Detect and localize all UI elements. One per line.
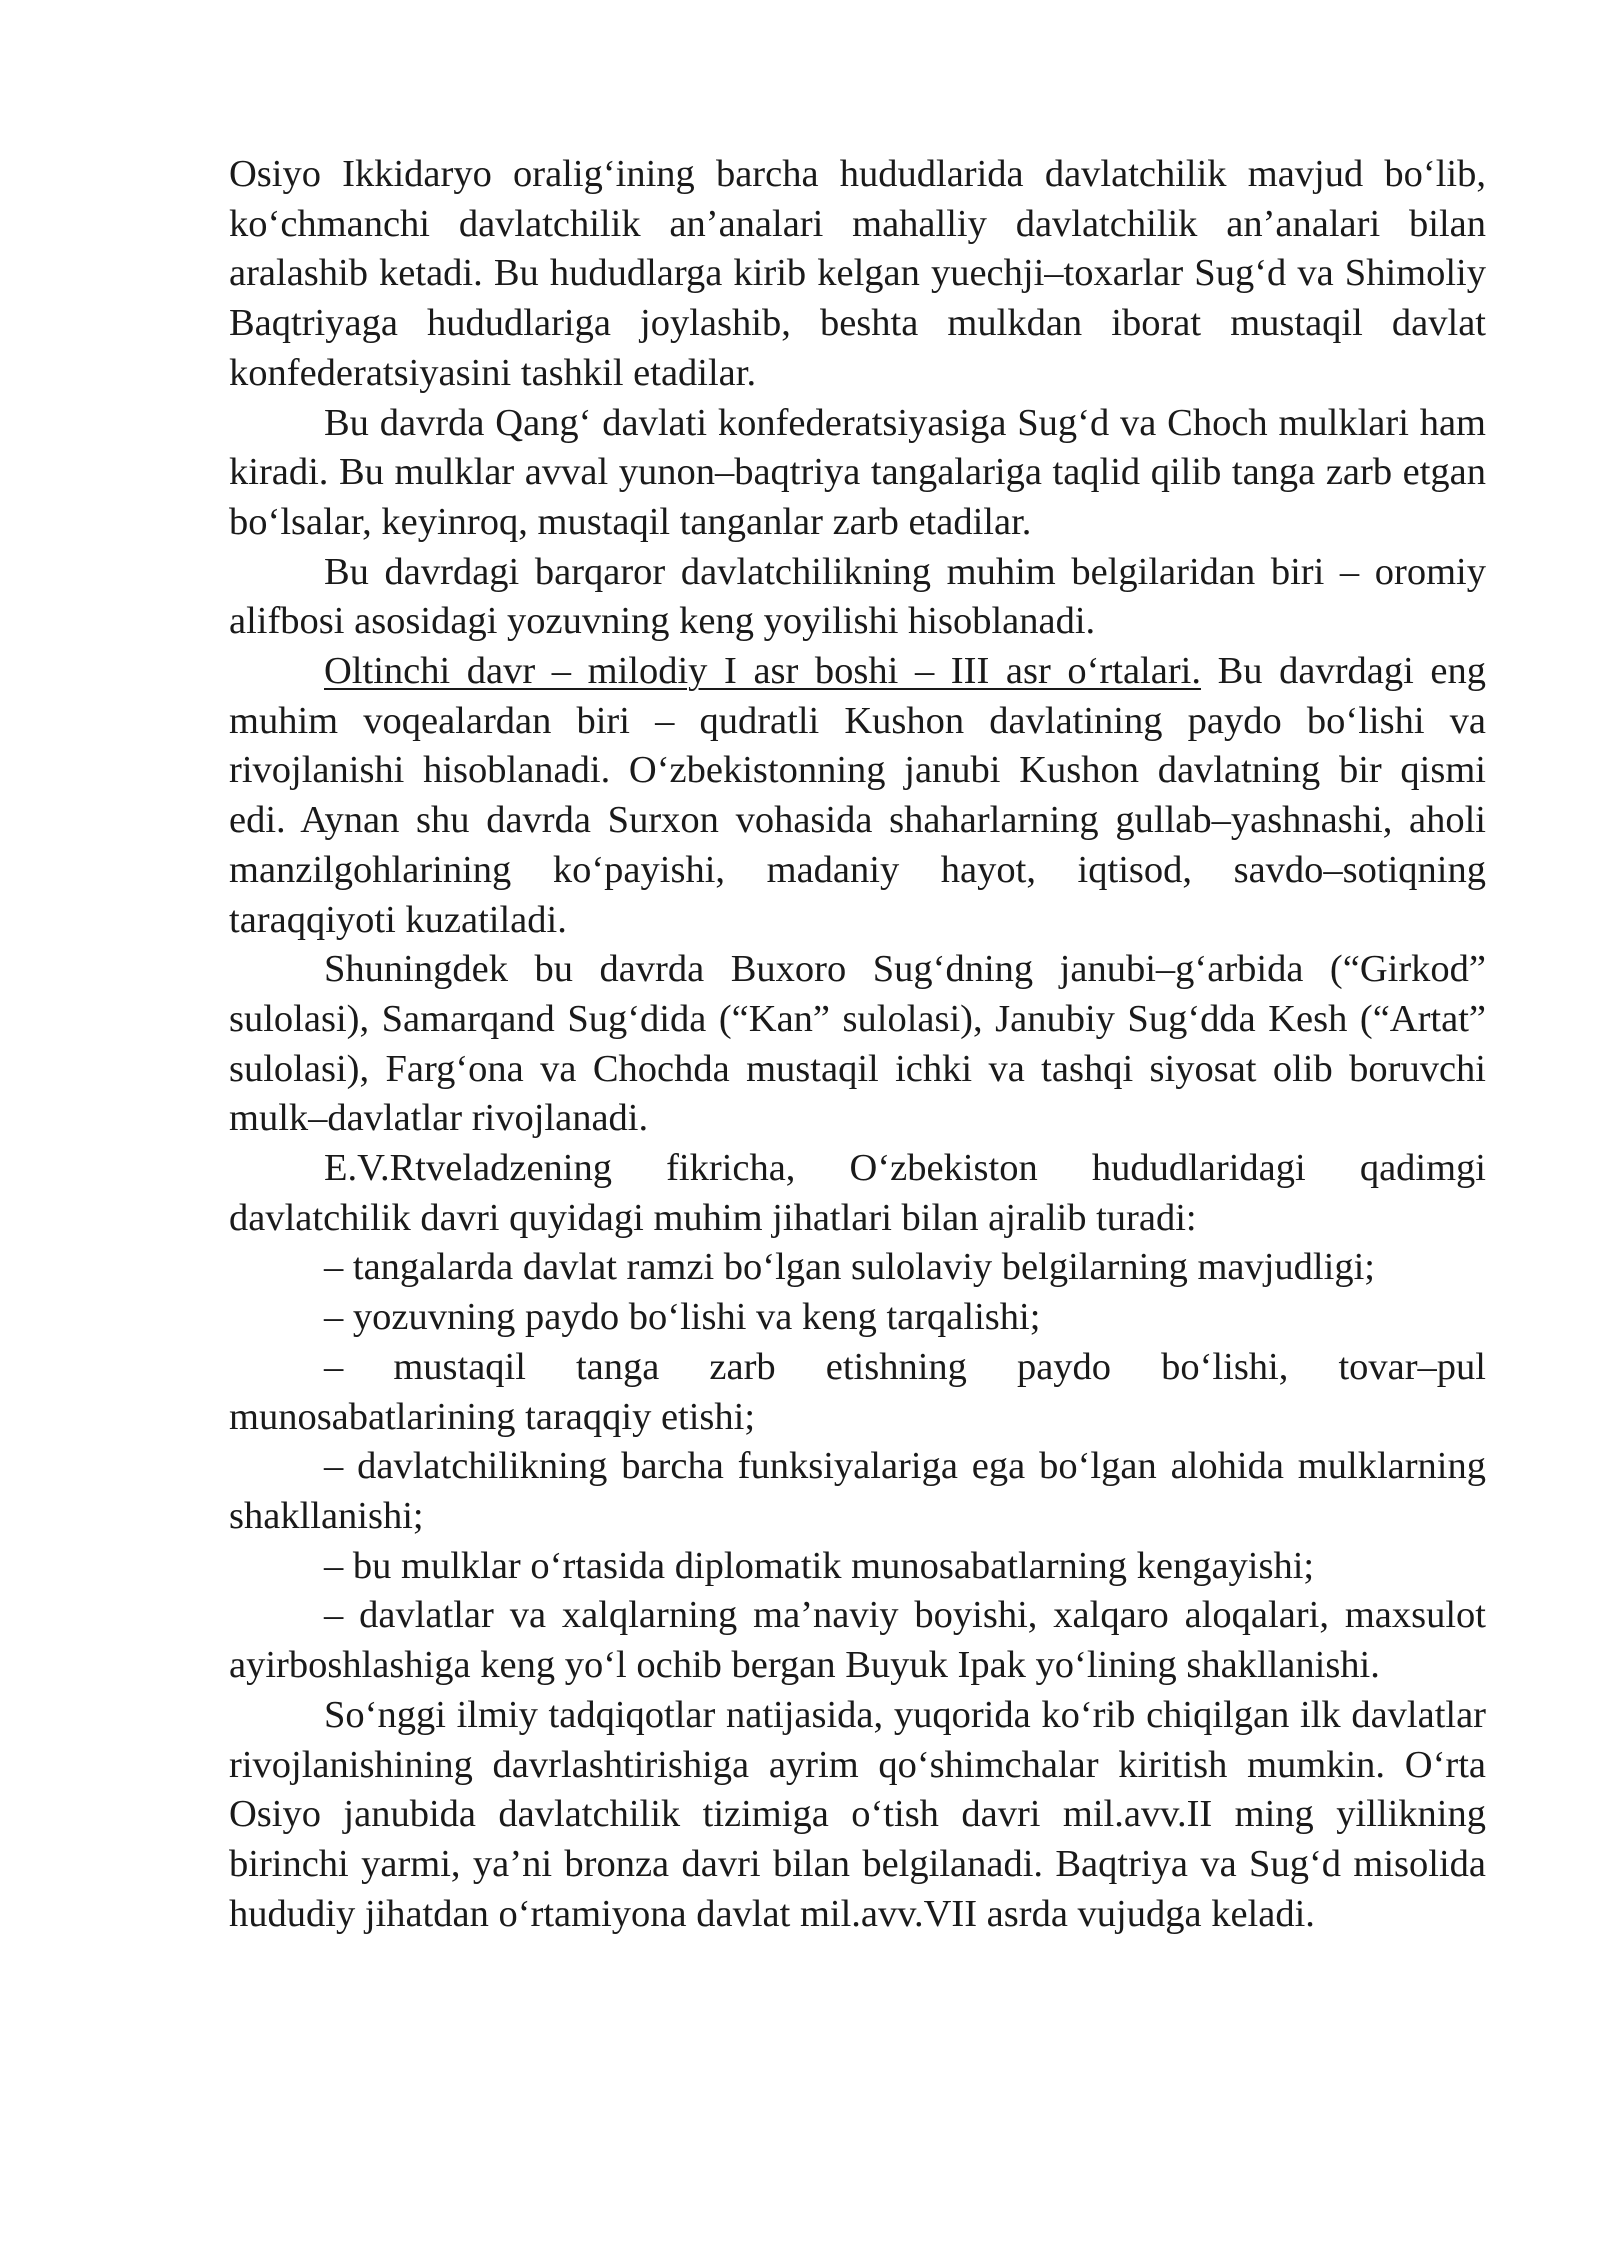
document-body	[229, 150, 1486, 1939]
paragraph-5	[229, 945, 1486, 1144]
paragraph-text: Bu davrda Qang‘ davlati konfederatsiyasiga Sug‘d va Choch mulklari ham kiradi. Bu mulklar avval yunon–baqtriya tangalariga taqlid qilib tanga zarb etgan bo‘lsalar, keyinroq, mustaqil tanganlar zarb etadilar.	[229, 401, 1486, 543]
paragraph-text: E.V.Rtveladzening fikricha, O‘zbekiston hududlaridagi qadimgi davlatchilik davri quyidagi muhim jihatlari bilan ajralib turadi:	[229, 1147, 1486, 1239]
list-item-2	[229, 1293, 1486, 1343]
paragraph-7	[229, 1691, 1486, 1940]
list-item-4	[229, 1442, 1486, 1541]
paragraph-6	[229, 1144, 1486, 1243]
paragraph-text: Osiyo Ikkidaryo oralig‘ining barcha hududlarida davlatchilik mavjud bo‘lib, ko‘chmanchi davlatchilik an’analari mahalliy davlatchilik an’analari bilan aralashib ketadi. Bu hududlarga kirib kelgan yuechji–toxarlar Sug‘d va Shimoliy Baqtriyaga hududlariga joylashib, beshta mulkdan iborat mustaqil davlat konfederatsiyasini tashkil etadilar.	[229, 153, 1486, 394]
paragraph-text: So‘nggi ilmiy tadqiqotlar natijasida, yuqorida ko‘rib chiqilgan ilk davlatlar rivojlanishining davrlashtirishiga ayrim qo‘shimchalar kiritish mumkin. O‘rta Osiyo janubida davlatchilik tizimiga o‘tish davri mil.avv.II ming yillikning birinchi yarmi, ya’ni bronza davri bilan belgilanadi. Baqtriya va Sug‘d misolida hududiy jihatdan o‘rtamiyona davlat mil.avv.VII asrda vujudga keladi.	[229, 1693, 1486, 1935]
paragraph-1	[229, 150, 1486, 399]
paragraph-text: – davlatlar va xalqlarning ma’naviy boyishi, xalqaro aloqalari, maxsulot ayirboshlashiga keng yo‘l ochib bergan Buyuk Ipak yo‘lining shakllanishi.	[229, 1594, 1486, 1687]
paragraph-text: – bu mulklar o‘rtasida diplomatik munosabatlarning kengayishi;	[324, 1544, 1315, 1587]
paragraph-text: Shuningdek bu davrda Buxoro Sug‘dning janubi–g‘arbida (“Girkod” sulolasi), Samarqand Sug‘dida (“Kan” sulolasi), Janubiy Sug‘dda Kesh (“Artat” sulolasi), Farg‘ona va Chochda mustaqil ichki va tashqi siyosat olib boruvchi mulk–davlatlar rivojlanadi.	[229, 948, 1486, 1140]
paragraph-text: – mustaqil tanga zarb etishning paydo bo‘lishi, tovar–pul munosabatlarining taraqqiy etishi;	[229, 1345, 1486, 1438]
paragraph-2	[229, 399, 1486, 548]
paragraph-text: – yozuvning paydo bo‘lishi va keng tarqalishi;	[324, 1296, 1041, 1339]
paragraph-3	[229, 548, 1486, 647]
list-item-5	[229, 1542, 1486, 1592]
paragraph-text: Bu davrdagi eng muhim voqealardan biri – qudratli Kushon davlatining paydo bo‘lishi va rivojlanishi hisoblanadi. O‘zbekistonning janubi Kushon davlatning bir qismi edi. Aynan shu davrda Surxon vohasida shaharlarning gullab–yashnashi, aholi manzilgohlarining ko‘payishi, madaniy hayot, iqtisod, savdo–sotiqning taraqqiyoti kuzatiladi.	[229, 650, 1486, 941]
period-heading-underlined: Oltinchi davr – milodiy I asr boshi – III asr o‘rtalari.	[324, 650, 1201, 693]
list-item-1	[229, 1243, 1486, 1293]
list-item-6	[229, 1591, 1486, 1690]
list-item-3	[229, 1343, 1486, 1442]
paragraph-text: – davlatchilikning barcha funksiyalariga ega bo‘lgan alohida mulklarning shakllanishi;	[229, 1445, 1486, 1537]
paragraph-4	[229, 647, 1486, 945]
paragraph-text: – tangalarda davlat ramzi bo‘lgan sulolaviy belgilarning mavjudligi;	[324, 1246, 1375, 1289]
paragraph-text: Bu davrdagi barqaror davlatchilikning muhim belgilaridan biri – oromiy alifbosi asosidagi yozuvning keng yoyilishi hisoblanadi.	[229, 550, 1486, 643]
